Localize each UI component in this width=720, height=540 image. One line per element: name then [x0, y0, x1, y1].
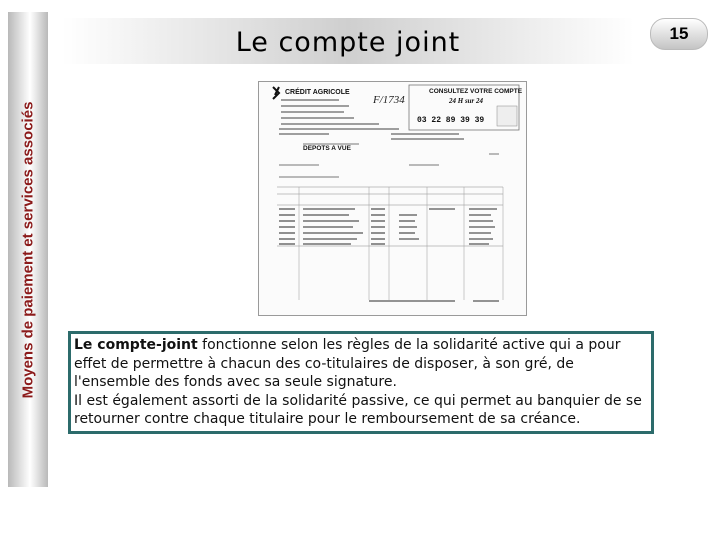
consult-label: CONSULTEZ VOTRE COMPTE [429, 88, 523, 95]
caption-box [68, 331, 654, 434]
caption-paragraph-2: Il est également assorti de la solidarité passive, ce qui permet au banquier de se retourner contre chaque titulaire pour le remboursement de sa créance. [74, 392, 642, 427]
consult-hours: 24 H sur 24 [449, 97, 484, 105]
caption-paragraph-1 [74, 336, 648, 392]
bank-statement-image [258, 81, 527, 316]
bank-phone: 03 22 89 39 39 [417, 116, 485, 125]
page-number-badge: 15 [650, 18, 708, 50]
title-bar [62, 18, 634, 64]
bank-logo-icon [273, 87, 279, 99]
bank-name: CRÉDIT AGRICOLE [285, 89, 350, 96]
caption-p1-text: fonctionne selon les règles de la solidarité active qui a pour effet de permettre à chacun des co-titulaires de disposer, à son gré, de l'ensemble des fonds avec sa seule signature. [74, 337, 621, 390]
caption-term: Le compte-joint [74, 337, 198, 353]
page-title: Le compte joint [235, 27, 461, 58]
handwritten-reference: F/1734 [373, 94, 405, 106]
sidebar-label: Moyens de paiement et services associés [19, 101, 37, 399]
statement-table [277, 187, 503, 301]
account-type: DEPOTS A VUE [303, 145, 351, 152]
